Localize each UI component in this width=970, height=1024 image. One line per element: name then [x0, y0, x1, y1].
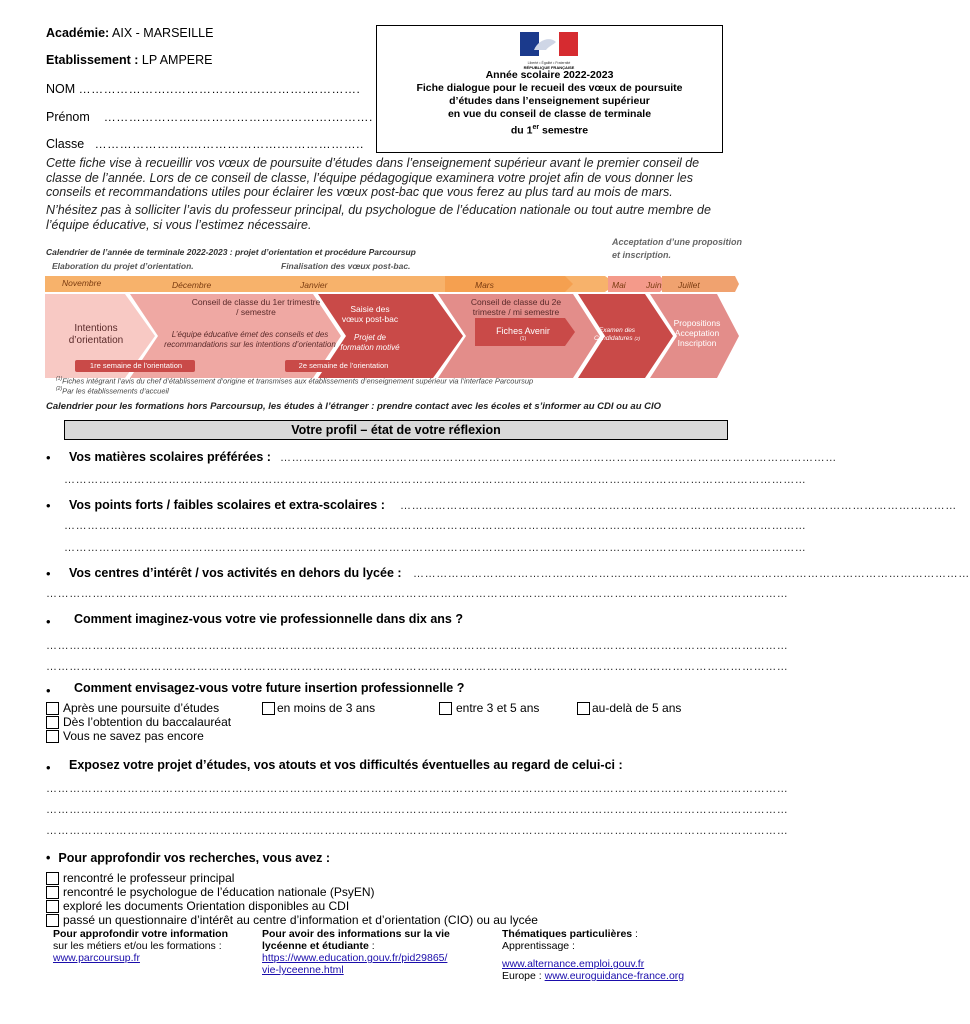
- month-novembre: Novembre: [62, 278, 102, 288]
- q-points-forts: Vos points forts / faibles scolaires et extra-scolaires :: [69, 498, 385, 512]
- q-matieres: Vos matières scolaires préférées :: [69, 450, 271, 464]
- answer-projet-1[interactable]: …………………………………………………………………………………………………………………………………………………………………………: [46, 783, 789, 795]
- box-title-line4: du 1er semestre: [510, 124, 589, 137]
- etablissement-label: Etablissement :: [46, 53, 139, 67]
- marianne-icon: [520, 32, 578, 56]
- option-moins-3-ans[interactable]: en moins de 3 ans: [262, 701, 375, 715]
- bullet-icon: •: [46, 450, 51, 465]
- answer-matieres-2[interactable]: …………………………………………………………………………………………………………………………………………………………………………: [64, 474, 807, 486]
- footnote-1: $^{(1)}$Fiches intégrant l’avis du chef d’établissement d’origine et transmises aux établissements d’enseignement supérieur via l’interface Parcoursup: [56, 376, 534, 386]
- footer-info-title: Pour approfondir votre information: [53, 928, 228, 940]
- bullet-icon: •: [46, 498, 51, 513]
- footer-col-vie: [262, 928, 482, 976]
- answer-viepro-1[interactable]: …………………………………………………………………………………………………………………………………………………………………………: [46, 640, 789, 652]
- etablissement-value: LP AMPERE: [141, 53, 213, 67]
- conseil1-label: Conseil de classe du 1er trimestre / semestre: [191, 297, 321, 317]
- projet-label: Projet de formation motivé: [340, 333, 400, 352]
- calendar-title: Calendrier de l’année de terminale 2022-2023 : projet d’orientation et procédure Parcoursup: [46, 247, 416, 257]
- answer-points-1[interactable]: ………………………………………………………………………………………………………………………………: [400, 500, 957, 512]
- examen-label: Examen des Candidatures (2): [594, 327, 640, 342]
- month-juillet: Juillet: [678, 280, 700, 290]
- box-title-line2: d’études dans l’enseignement supérieur: [449, 95, 650, 107]
- checkbox[interactable]: [46, 716, 59, 729]
- option-ne-sait-pas[interactable]: Vous ne savez pas encore: [46, 729, 204, 743]
- checkbox[interactable]: [46, 702, 59, 715]
- month-juin: Juin: [646, 280, 662, 290]
- academie-value: AIX - MARSEILLE: [112, 26, 214, 40]
- q-vie-pro: Comment imaginez-vous votre vie professionnelle dans dix ans ?: [74, 612, 463, 626]
- intro-advice: N’hésitez pas à solliciter l’avis du professeur principal, du psychologue de l’éducation nationale ou tout autre membre de l’équipe éducative, si vous l’estimez nécessaire.: [46, 203, 711, 232]
- title-box: [376, 25, 723, 153]
- logo-motto: Liberté • Égalité • Fraternité: [527, 61, 571, 65]
- prenom-label: Prénom: [46, 110, 90, 124]
- academie-row: [46, 26, 213, 40]
- footer-col-themes: [502, 928, 742, 982]
- footer-europe: Europe : www.euroguidance-france.org: [502, 970, 685, 982]
- link-parcoursup[interactable]: www.parcoursup.fr: [53, 952, 140, 964]
- equipe-label: L’équipe éducative émet des conseils et des recommandations sur les intentions d’orientation: [164, 330, 336, 349]
- check-cio[interactable]: passé un questionnaire d’intérêt au centre d’information et d’orientation (CIO) ou au lycée: [46, 913, 538, 927]
- nom-row[interactable]: [46, 82, 360, 96]
- classe-label: Classe: [46, 137, 85, 151]
- acceptation-label: Acceptation d’une proposition et inscription.: [612, 237, 742, 260]
- link-alternance[interactable]: www.alternance.emploi.gouv.fr: [502, 958, 645, 970]
- academie-label: Académie:: [46, 26, 110, 40]
- prenom-field[interactable]: …………………..………………….……….……….: [103, 110, 373, 124]
- hors-parcoursup-note: Calendrier pour les formations hors Parcoursup, les études à l’étranger : prendre contact avec les écoles et s’informer au CDI ou au CIO: [46, 401, 662, 412]
- link-euroguidance[interactable]: www.euroguidance-france.org: [544, 970, 685, 982]
- check-psyen[interactable]: rencontré le psychologue de l’éducation nationale (PsyEN): [46, 885, 375, 899]
- box-title-line3: en vue du conseil de classe de terminale: [447, 108, 652, 120]
- link-education-1[interactable]: https://www.education.gouv.fr/pid29865/: [262, 952, 448, 964]
- profil-title: Votre profil – état de votre réflexion: [64, 420, 728, 440]
- semaine1-badge: 1re semaine de l’orientation: [89, 361, 183, 370]
- footer-info-text: sur les métiers et/ou les formations :: [53, 940, 222, 952]
- box-title-line1: Fiche dialogue pour le recueil des vœux de poursuite: [416, 82, 683, 94]
- prenom-row[interactable]: [46, 110, 373, 124]
- check-cdi[interactable]: exploré les documents Orientation disponibles au CDI: [46, 899, 349, 913]
- option-plus-5-ans[interactable]: au-delà de 5 ans: [577, 701, 681, 715]
- option-3-5-ans[interactable]: entre 3 et 5 ans: [439, 701, 539, 715]
- etablissement-row: [46, 53, 213, 67]
- q-insertion: Comment envisagez-vous votre future insertion professionnelle ?: [74, 681, 465, 695]
- saisie-label: Saisie des vœux post-bac: [341, 304, 399, 324]
- bullet-icon: •: [46, 614, 51, 629]
- checkbox[interactable]: [439, 702, 452, 715]
- option-bac[interactable]: Dès l’obtention du baccalauréat: [46, 715, 231, 729]
- answer-projet-3[interactable]: …………………………………………………………………………………………………………………………………………………………………………: [46, 825, 789, 837]
- conseil2-label: Conseil de classe du 2e trimestre / mi semestre: [470, 297, 562, 317]
- checkbox[interactable]: [46, 872, 59, 885]
- month-mai: Mai: [612, 280, 626, 290]
- footer-apprentissage: Apprentissage :: [502, 940, 575, 952]
- checkbox[interactable]: [577, 702, 590, 715]
- answer-projet-2[interactable]: …………………………………………………………………………………………………………………………………………………………………………: [46, 804, 789, 816]
- intentions-label: Intentions d’orientation: [68, 323, 124, 346]
- footnote-2: $^{(2)}$Par les établissements d’accueil: [56, 386, 169, 396]
- classe-row[interactable]: [46, 137, 364, 151]
- q-recherches: • Pour approfondir vos recherches, vous avez :: [46, 851, 330, 865]
- month-janvier: Janvier: [300, 280, 328, 290]
- answer-matieres-1[interactable]: ………………………………………………………………………………………………………………………………: [280, 452, 837, 464]
- footer-themes-title: Thématiques particulières :: [502, 928, 638, 940]
- checkbox[interactable]: [46, 886, 59, 899]
- link-education-2[interactable]: vie-lyceenne.html: [262, 964, 344, 976]
- option-poursuite[interactable]: Après une poursuite d’études: [46, 701, 219, 715]
- month-mars: Mars: [475, 280, 494, 290]
- propositions-label: Propositions Acceptation Inscription: [673, 318, 721, 348]
- semaine2-badge: 2e semaine de l’orientation: [298, 361, 389, 370]
- bullet-icon: •: [46, 683, 51, 698]
- intro-paragraph: Cette fiche vise à recueillir vos vœux de poursuite d’études dans l’enseignement supérieur avant le premier conseil de classe de l’année. Lors de ce conseil de classe, l’équipe pédagogique examinera votre projet afin de vous donner les conseils et recommandations utiles pour éclairer les vœux post-bac que vous ferez au plus tard au mois de mars.: [46, 156, 700, 199]
- finalisation-label: Finalisation des vœux post-bac.: [281, 261, 411, 271]
- answer-points-3[interactable]: …………………………………………………………………………………………………………………………………………………………………………: [64, 542, 807, 554]
- fiches-avenir-label: Fiches Avenir (1): [496, 326, 550, 342]
- footer-vie-title: Pour avoir des informations sur la vie lycéenne et étudiante :: [262, 928, 450, 952]
- nom-field[interactable]: …………………..………………….……….………….: [78, 82, 361, 96]
- classe-field[interactable]: …………………..………………….………………..: [94, 137, 364, 151]
- checkbox[interactable]: [46, 730, 59, 743]
- elaboration-label: Elaboration du projet d’orientation.: [52, 261, 194, 271]
- answer-viepro-2[interactable]: …………………………………………………………………………………………………………………………………………………………………………: [46, 661, 789, 673]
- republique-logo: [520, 32, 578, 70]
- bullet-icon: •: [46, 566, 51, 581]
- answer-points-2[interactable]: …………………………………………………………………………………………………………………………………………………………………………: [64, 520, 807, 532]
- answer-interet-1[interactable]: ………………………………………………………………………………………………………………………………: [413, 568, 970, 580]
- bullet-icon: •: [46, 760, 51, 775]
- checkbox[interactable]: [46, 914, 59, 927]
- box-text: [377, 69, 722, 138]
- q-centres-interet: Vos centres d’intérêt / vos activités en dehors du lycée :: [69, 566, 402, 580]
- nom-label: NOM: [46, 82, 76, 96]
- logo-republique: RÉPUBLIQUE FRANÇAISE: [523, 65, 575, 70]
- checkbox[interactable]: [262, 702, 275, 715]
- checkbox[interactable]: [46, 900, 59, 913]
- q-projet: Exposez votre projet d’études, vos atouts et vos difficultés éventuelles au regard de celui-ci :: [69, 758, 623, 772]
- school-year: Année scolaire 2022-2023: [485, 69, 614, 81]
- answer-interet-2[interactable]: …………………………………………………………………………………………………………………………………………………………………………: [46, 588, 789, 600]
- month-decembre: Décembre: [172, 280, 212, 290]
- footer-col-info: [53, 928, 253, 964]
- check-professeur[interactable]: rencontré le professeur principal: [46, 871, 234, 885]
